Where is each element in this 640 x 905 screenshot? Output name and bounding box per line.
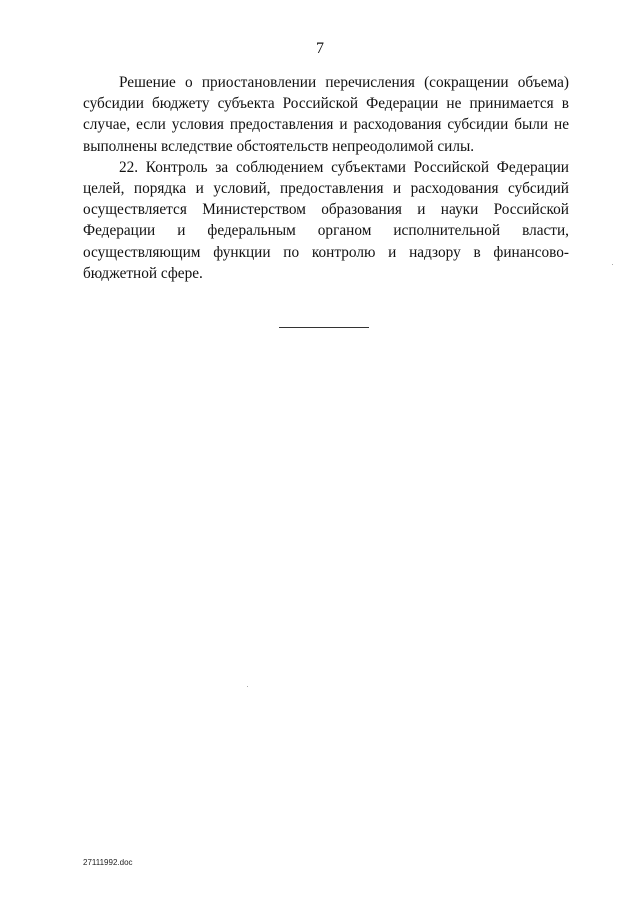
scan-speck: [247, 686, 248, 687]
footer-file-name: 27111992.doc: [83, 858, 133, 867]
scan-speck: [612, 264, 613, 265]
end-separator-line: [279, 327, 369, 328]
paragraph-22-control: 22. Контроль за соблюдением субъектами Российской Федерации целей, порядка и условий, предоставления и расходования субсидий осуществляется Министерством образования и науки Российской Федерации и федеральным органом исполнительной власти, осуществляющим функции по контролю и надзору в финансово-бюджетной сфере.: [83, 158, 569, 282]
document-body: [83, 72, 569, 284]
page-number: 7: [316, 40, 324, 57]
paragraph-decision: Решение о приостановлении перечисления (сокращении объема) субсидии бюджету субъекта Российской Федерации не принимается в случае, если условия предоставления и расходования субсидии были не выполнены вследствие обстоятельств непреодолимой силы.: [83, 74, 569, 155]
